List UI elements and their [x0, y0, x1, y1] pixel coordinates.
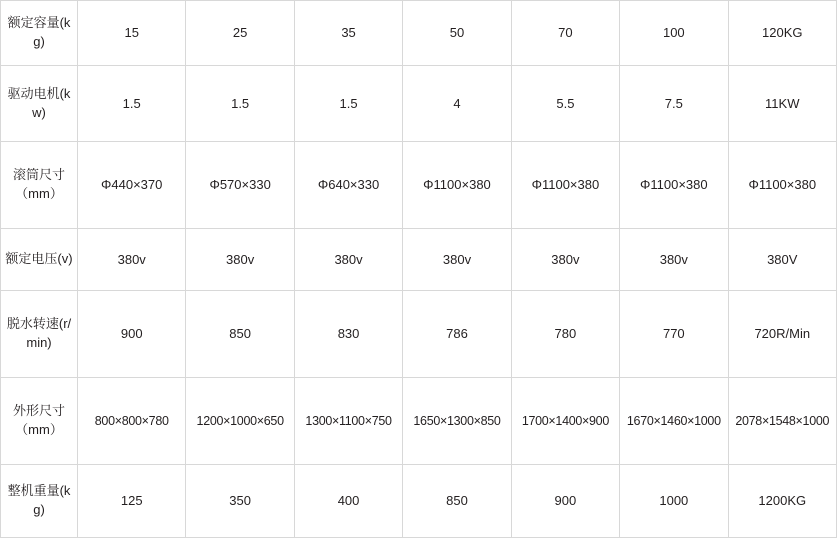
cell-weight-6: 1000: [620, 465, 728, 538]
cell-speed-3: 830: [294, 291, 402, 378]
row-label-total-weight: 整机重量(kg): [1, 465, 78, 538]
cell-drum-4: Φ1100×380: [403, 142, 511, 229]
cell-weight-1: 125: [78, 465, 186, 538]
cell-speed-2: 850: [186, 291, 294, 378]
cell-voltage-1: 380v: [78, 229, 186, 291]
cell-capacity-5: 70: [511, 1, 619, 66]
cell-voltage-4: 380v: [403, 229, 511, 291]
row-label-overall-dimensions: 外形尺寸（mm）: [1, 378, 78, 465]
cell-drum-5: Φ1100×380: [511, 142, 619, 229]
cell-voltage-5: 380v: [511, 229, 619, 291]
cell-drum-6: Φ1100×380: [620, 142, 728, 229]
row-label-drive-motor: 驱动电机(kw): [1, 66, 78, 142]
cell-capacity-3: 35: [294, 1, 402, 66]
row-label-rated-voltage: 额定电压(v): [1, 229, 78, 291]
table-row: [1, 229, 837, 291]
cell-motor-1: 1.5: [78, 66, 186, 142]
cell-voltage-6: 380v: [620, 229, 728, 291]
cell-drum-3: Φ640×330: [294, 142, 402, 229]
cell-weight-2: 350: [186, 465, 294, 538]
cell-capacity-7: 120KG: [728, 1, 836, 66]
table-row: [1, 291, 837, 378]
cell-speed-6: 770: [620, 291, 728, 378]
cell-voltage-2: 380v: [186, 229, 294, 291]
cell-dimensions-4: 1650×1300×850: [403, 378, 511, 465]
cell-dimensions-2: 1200×1000×650: [186, 378, 294, 465]
row-label-drum-size: 滚筒尺寸（mm）: [1, 142, 78, 229]
cell-dimensions-1: 800×800×780: [78, 378, 186, 465]
cell-motor-7: 11KW: [728, 66, 836, 142]
cell-voltage-7: 380V: [728, 229, 836, 291]
cell-weight-7: 1200KG: [728, 465, 836, 538]
cell-drum-2: Φ570×330: [186, 142, 294, 229]
table-row: [1, 142, 837, 229]
cell-speed-7: 720R/Min: [728, 291, 836, 378]
cell-dimensions-3: 1300×1100×750: [294, 378, 402, 465]
cell-dimensions-6: 1670×1460×1000: [620, 378, 728, 465]
cell-voltage-3: 380v: [294, 229, 402, 291]
table-row: [1, 66, 837, 142]
cell-motor-2: 1.5: [186, 66, 294, 142]
cell-capacity-6: 100: [620, 1, 728, 66]
cell-drum-7: Φ1100×380: [728, 142, 836, 229]
cell-speed-1: 900: [78, 291, 186, 378]
cell-capacity-2: 25: [186, 1, 294, 66]
cell-weight-5: 900: [511, 465, 619, 538]
cell-motor-4: 4: [403, 66, 511, 142]
cell-weight-3: 400: [294, 465, 402, 538]
cell-capacity-1: 15: [78, 1, 186, 66]
cell-dimensions-5: 1700×1400×900: [511, 378, 619, 465]
cell-speed-4: 786: [403, 291, 511, 378]
cell-drum-1: Φ440×370: [78, 142, 186, 229]
cell-motor-5: 5.5: [511, 66, 619, 142]
cell-dimensions-7: 2078×1548×1000: [728, 378, 836, 465]
cell-capacity-4: 50: [403, 1, 511, 66]
cell-weight-4: 850: [403, 465, 511, 538]
cell-motor-6: 7.5: [620, 66, 728, 142]
table-row: [1, 465, 837, 538]
cell-speed-5: 780: [511, 291, 619, 378]
row-label-rated-capacity: 额定容量(kg): [1, 1, 78, 66]
row-label-spin-speed: 脱水转速(r/min): [1, 291, 78, 378]
table-row: [1, 1, 837, 66]
cell-motor-3: 1.5: [294, 66, 402, 142]
table-row: [1, 378, 837, 465]
